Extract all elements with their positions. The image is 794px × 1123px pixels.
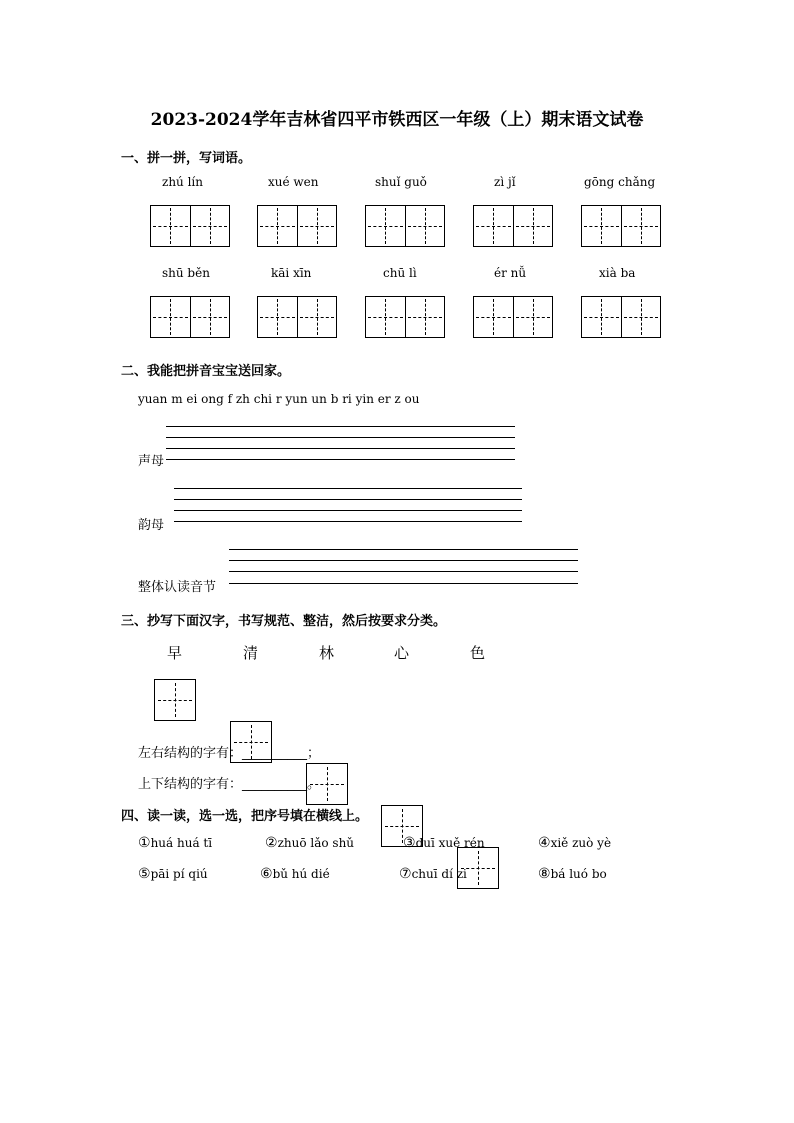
writing-line[interactable] bbox=[229, 583, 578, 584]
option-3: ③duī xuě rén bbox=[403, 835, 485, 851]
writing-box[interactable] bbox=[154, 679, 196, 721]
writing-box[interactable] bbox=[581, 205, 661, 247]
writing-box[interactable] bbox=[365, 296, 445, 338]
writing-box[interactable] bbox=[150, 296, 230, 338]
writing-line[interactable] bbox=[174, 488, 522, 489]
writing-line[interactable] bbox=[174, 510, 522, 511]
top-bottom-structure[interactable]: 上下结构的字有：__________。 bbox=[138, 777, 321, 792]
zhengti-label: 整体认读音节 bbox=[138, 580, 217, 595]
section2-heading: 二、我能把拼音宝宝送回家。 bbox=[121, 364, 291, 379]
pinyin-5: gōng chǎng bbox=[584, 175, 656, 189]
writing-box[interactable] bbox=[150, 205, 230, 247]
writing-line[interactable] bbox=[229, 560, 578, 561]
option-4: ④xiě zuò yè bbox=[538, 835, 612, 851]
option-8: ⑧bá luó bo bbox=[538, 866, 607, 882]
option-5: ⑤pāi pí qiú bbox=[138, 866, 208, 882]
writing-line[interactable] bbox=[229, 571, 578, 572]
writing-line[interactable] bbox=[166, 437, 515, 438]
pinyin-2: xué wen bbox=[268, 175, 319, 189]
pinyin-3: shuǐ guǒ bbox=[375, 175, 427, 189]
section4-heading: 四、读一读，选一选，把序号填在横线上。 bbox=[121, 809, 369, 824]
pinyin-letters: yuan m ei ong f zh chi r yun un b ri yin er z ou bbox=[138, 392, 420, 406]
writing-line[interactable] bbox=[166, 448, 515, 449]
writing-box[interactable] bbox=[257, 296, 337, 338]
hanzi-char: 早 bbox=[167, 644, 183, 662]
pinyin-6: shū běn bbox=[162, 266, 210, 280]
writing-box[interactable] bbox=[581, 296, 661, 338]
writing-line[interactable] bbox=[166, 459, 515, 460]
pinyin-4: zì jǐ bbox=[494, 175, 516, 189]
writing-box[interactable] bbox=[473, 296, 553, 338]
option-2: ②zhuō lǎo shǔ bbox=[265, 835, 355, 851]
pinyin-10: xià ba bbox=[599, 266, 636, 280]
left-right-structure[interactable]: 左右结构的字有：__________； bbox=[138, 746, 321, 761]
option-6: ⑥bǔ hú dié bbox=[260, 866, 330, 882]
pinyin-9: ér nǚ bbox=[494, 266, 527, 280]
yunmu-label: 韵母 bbox=[138, 518, 165, 533]
option-1: ①huá huá tī bbox=[138, 835, 213, 851]
writing-box[interactable] bbox=[473, 205, 553, 247]
page-title: 2023-2024学年吉林省四平市铁西区一年级（上）期末语文试卷 bbox=[150, 110, 644, 130]
writing-line[interactable] bbox=[174, 521, 522, 522]
hanzi-char: 清 bbox=[243, 644, 259, 662]
hanzi-char: 心 bbox=[394, 644, 410, 662]
shengmu-label: 声母 bbox=[138, 454, 165, 469]
option-7: ⑦chuī dí zi bbox=[399, 866, 467, 882]
writing-line[interactable] bbox=[166, 426, 515, 427]
writing-line[interactable] bbox=[174, 499, 522, 500]
hanzi-char: 色 bbox=[470, 644, 486, 662]
section1-heading: 一、拼一拼，写词语。 bbox=[121, 151, 252, 166]
pinyin-8: chū lì bbox=[383, 266, 417, 280]
section3-heading: 三、抄写下面汉字，书写规范、整洁，然后按要求分类。 bbox=[121, 614, 447, 629]
writing-box[interactable] bbox=[365, 205, 445, 247]
pinyin-1: zhú lín bbox=[162, 175, 203, 189]
writing-box[interactable] bbox=[257, 205, 337, 247]
pinyin-7: kāi xīn bbox=[271, 266, 312, 280]
hanzi-char: 林 bbox=[319, 644, 335, 662]
writing-line[interactable] bbox=[229, 549, 578, 550]
